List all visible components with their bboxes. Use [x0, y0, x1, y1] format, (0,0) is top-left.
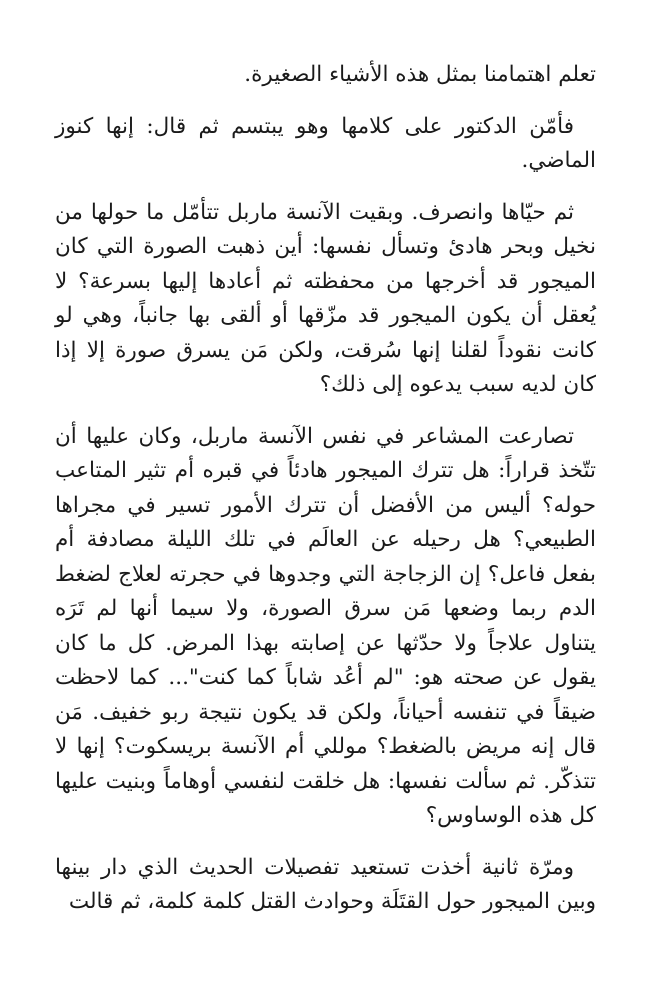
paragraph-3: ثم حيّاها وانصرف. وبقيت الآنسة ماربل تتأمّل ما حولها من نخيل وبحر هادئ وتسأل نفسها: أين ذهبت الصورة التي كان الميجور قد أخرجها من محفظته ثم أعادها إليها بسرعة؟ لا يُعقل أن يكون الميجور قد مزّقها أو ألقى بها جانباً، وهي لو كانت نقوداً لقلنا إنها سُرقت، ولكن مَن يسرق صورة إلا إذا كان لديه سبب يدعوه إلى ذلك؟: [55, 199, 596, 397]
paragraph-4: تصارعت المشاعر في نفس الآنسة ماربل، وكان عليها أن تتّخذ قراراً: هل تترك الميجور هادئاً في قبره أم تثير المتاعب حوله؟ أليس من الأفضل أن تترك الأمور تسير في مجراها الطبيعي؟ هل رحيله عن العالَم في تلك الليلة مصادفة أم بفعل فاعل؟ إن الزجاجة التي وجدوها في حجرته لعلاج لضغط الدم ربما وضعها مَن سرق الصورة، ولا سيما أنها لم تَرَه يتناول علاجاً ولا حدّثها عن إصابته بهذا المرض. كل ما كان يقول عن صحته هو: "لم أعُد شاباً كما كنت"... كما لاحظت ضيقاً في تنفسه أحياناً، ولكن قد يكون نتيجة ربو خفيف. مَن قال إنه مريض بالضغط؟ موللي أم الآنسة بريسكوت؟ إنها لا تتذكّر. ثم سألت نفسها: هل خلقت لنفسي أوهاماً وبنيت عليها كل هذه الوساوس؟: [55, 423, 596, 828]
paragraph-5: ومرّة ثانية أخذت تستعيد تفصيلات الحديث الذي دار بينها وبين الميجور حول القتَلَة وحوادث القتل كلمة كلمة، ثم قالت: [55, 854, 596, 914]
paragraph-1: تعلم اهتمامنا بمثل هذه الأشياء الصغيرة.: [244, 62, 596, 87]
paragraph-2: فأمّن الدكتور على كلامها وهو يبتسم ثم قال: إنها كنوز الماضي.: [55, 113, 596, 173]
